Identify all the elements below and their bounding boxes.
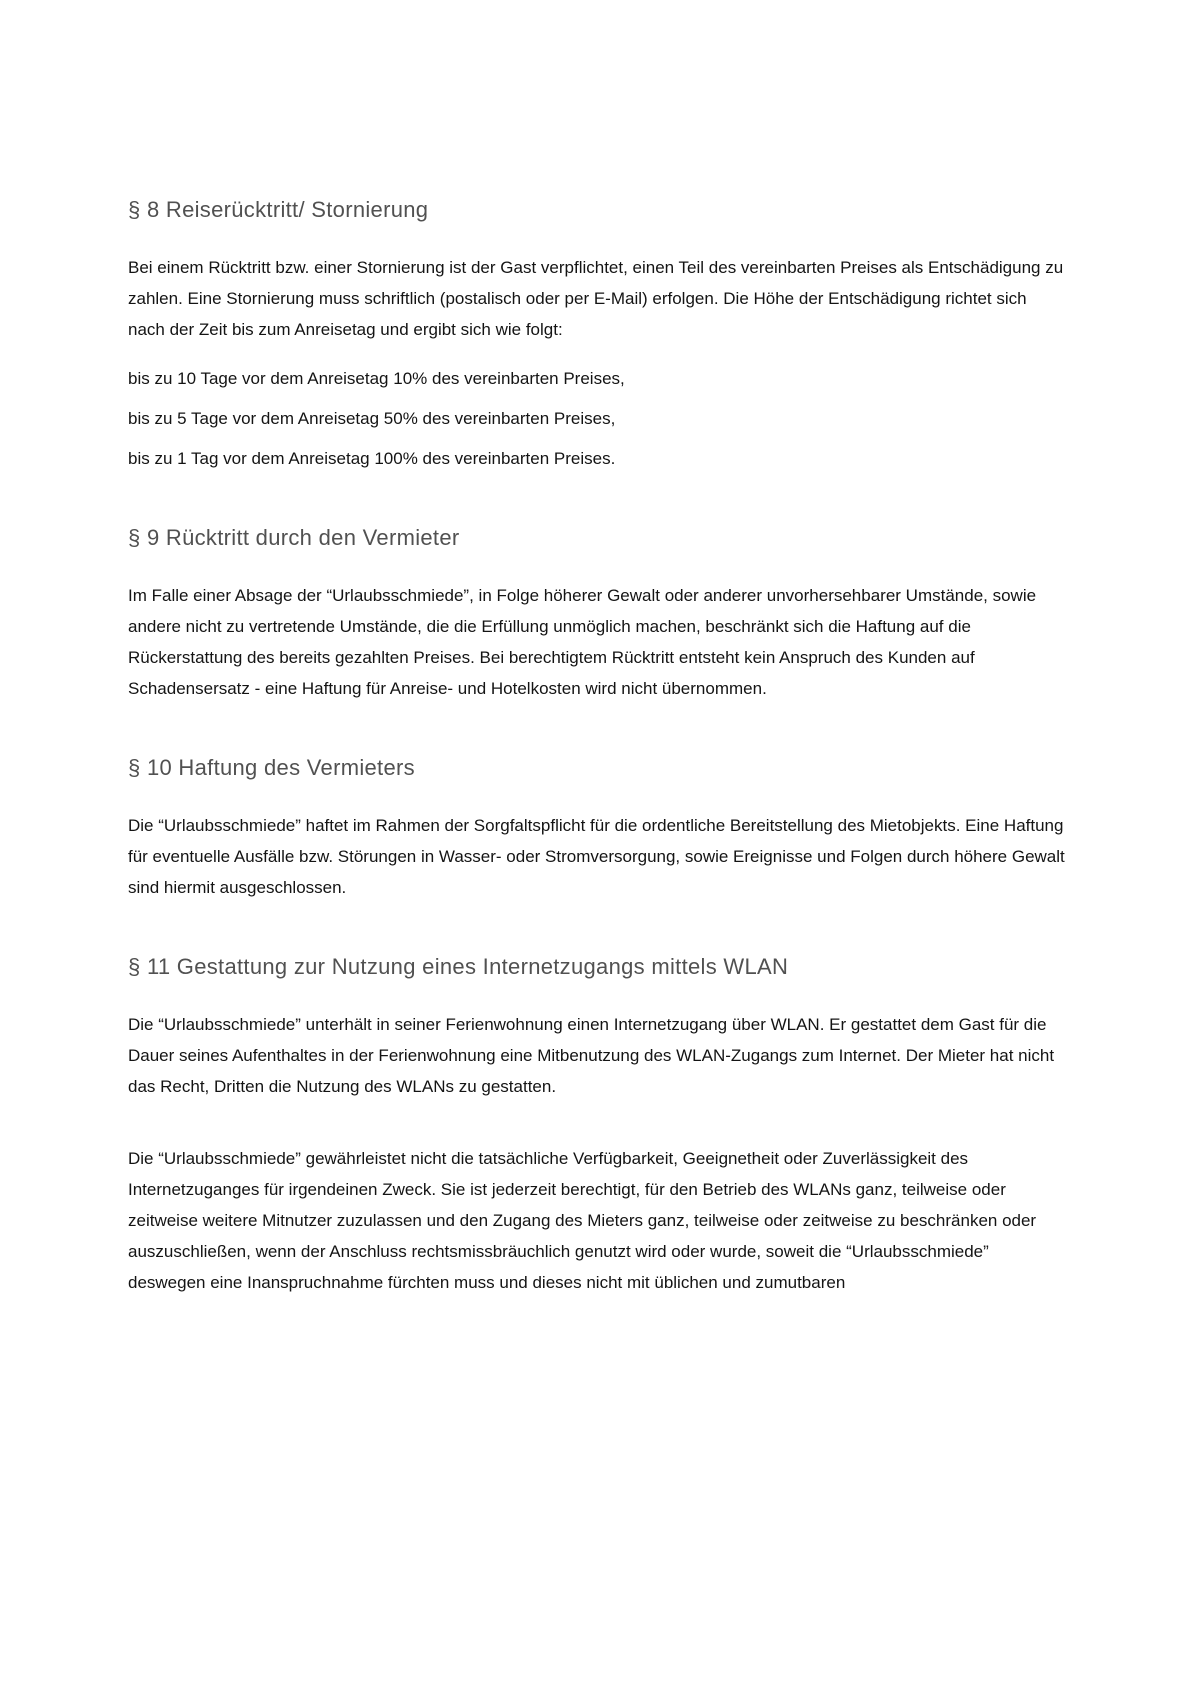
section-10-paragraph: Die “Urlaubsschmiede” haftet im Rahmen der Sorgfaltspflicht für die ordentliche Bereitstellung des Mietobjekts. Eine Haftung für eventuelle Ausfälle bzw. Störungen in Wasser- oder Stromversorgung, sowie Ereignisse und Folgen durch höhere Gewalt sind hiermit ausgeschlossen. <box>128 816 1065 897</box>
cancellation-term-5-days: bis zu 5 Tage vor dem Anreisetag 50% des vereinbarten Preises, <box>128 409 616 428</box>
cancellation-terms-list <box>128 354 1068 474</box>
section-11-heading: § 11 Gestattung zur Nutzung eines Internetzugangs mittels WLAN <box>128 954 789 979</box>
section-11-paragraph-2: Die “Urlaubsschmiede” gewährleistet nicht die tatsächliche Verfügbarkeit, Geeignetheit oder Zuverlässigkeit des Internetzuganges für irgendeinen Zweck. Sie ist jederzeit berechtigt, für den Betrieb des WLANs ganz, teilweise oder zeitweise weitere Mitnutzer zuzulassen und den Zugang des Mieters ganz, teilweise oder zeitweise zu beschränken oder auszuschließen, wenn der Anschluss rechtsmissbräuchlich genutzt wird oder wurde, soweit die “Urlaubsschmiede” deswegen eine Inanspruchnahme fürchten muss und dieses nicht mit üblichen und zumutbaren <box>128 1149 1037 1292</box>
section-10-haftung <box>128 754 1068 903</box>
section-9-heading: § 9 Rücktritt durch den Vermieter <box>128 525 460 550</box>
cancellation-term-1-day: bis zu 1 Tag vor dem Anreisetag 100% des vereinbarten Preises. <box>128 449 616 468</box>
cancellation-term-10-days: bis zu 10 Tage vor dem Anreisetag 10% des vereinbarten Preises, <box>128 369 625 388</box>
section-8-heading: § 8 Reiserücktritt/ Stornierung <box>128 197 429 222</box>
section-11-paragraph-1: Die “Urlaubsschmiede” unterhält in seiner Ferienwohnung einen Internetzugang über WLAN. Er gestattet dem Gast für die Dauer seines Aufenthaltes in der Ferienwohnung eine Mitbenutzung des WLAN-Zugangs zum Internet. Der Mieter hat nicht das Recht, Dritten die Nutzung des WLANs zu gestatten. <box>128 1015 1055 1096</box>
section-11-wlan <box>128 953 1068 1298</box>
section-9-paragraph: Im Falle einer Absage der “Urlaubsschmiede”, in Folge höherer Gewalt oder anderer unvorhersehbarer Umstände, sowie andere nicht zu vertretende Umstände, die die Erfüllung unmöglich machen, beschränkt sich die Haftung auf die Rückerstattung des bereits gezahlten Preises. Bei berechtigtem Rücktritt entsteht kein Anspruch des Kunden auf Schadensersatz - eine Haftung für Anreise- und Hotelkosten wird nicht übernommen. <box>128 586 1037 698</box>
section-8-paragraph: Bei einem Rücktritt bzw. einer Stornierung ist der Gast verpflichtet, einen Teil des vereinbarten Preises als Entschädigung zu zahlen. Eine Stornierung muss schriftlich (postalisch oder per E-Mail) erfolgen. Die Höhe der Entschädigung richtet sich nach der Zeit bis zum Anreisetag und ergibt sich wie folgt: <box>128 258 1064 339</box>
document-content <box>128 0 1068 1298</box>
section-8-reiseruecktritt <box>128 196 1068 474</box>
section-10-heading: § 10 Haftung des Vermieters <box>128 755 415 780</box>
section-9-ruecktritt-vermieter <box>128 524 1068 704</box>
